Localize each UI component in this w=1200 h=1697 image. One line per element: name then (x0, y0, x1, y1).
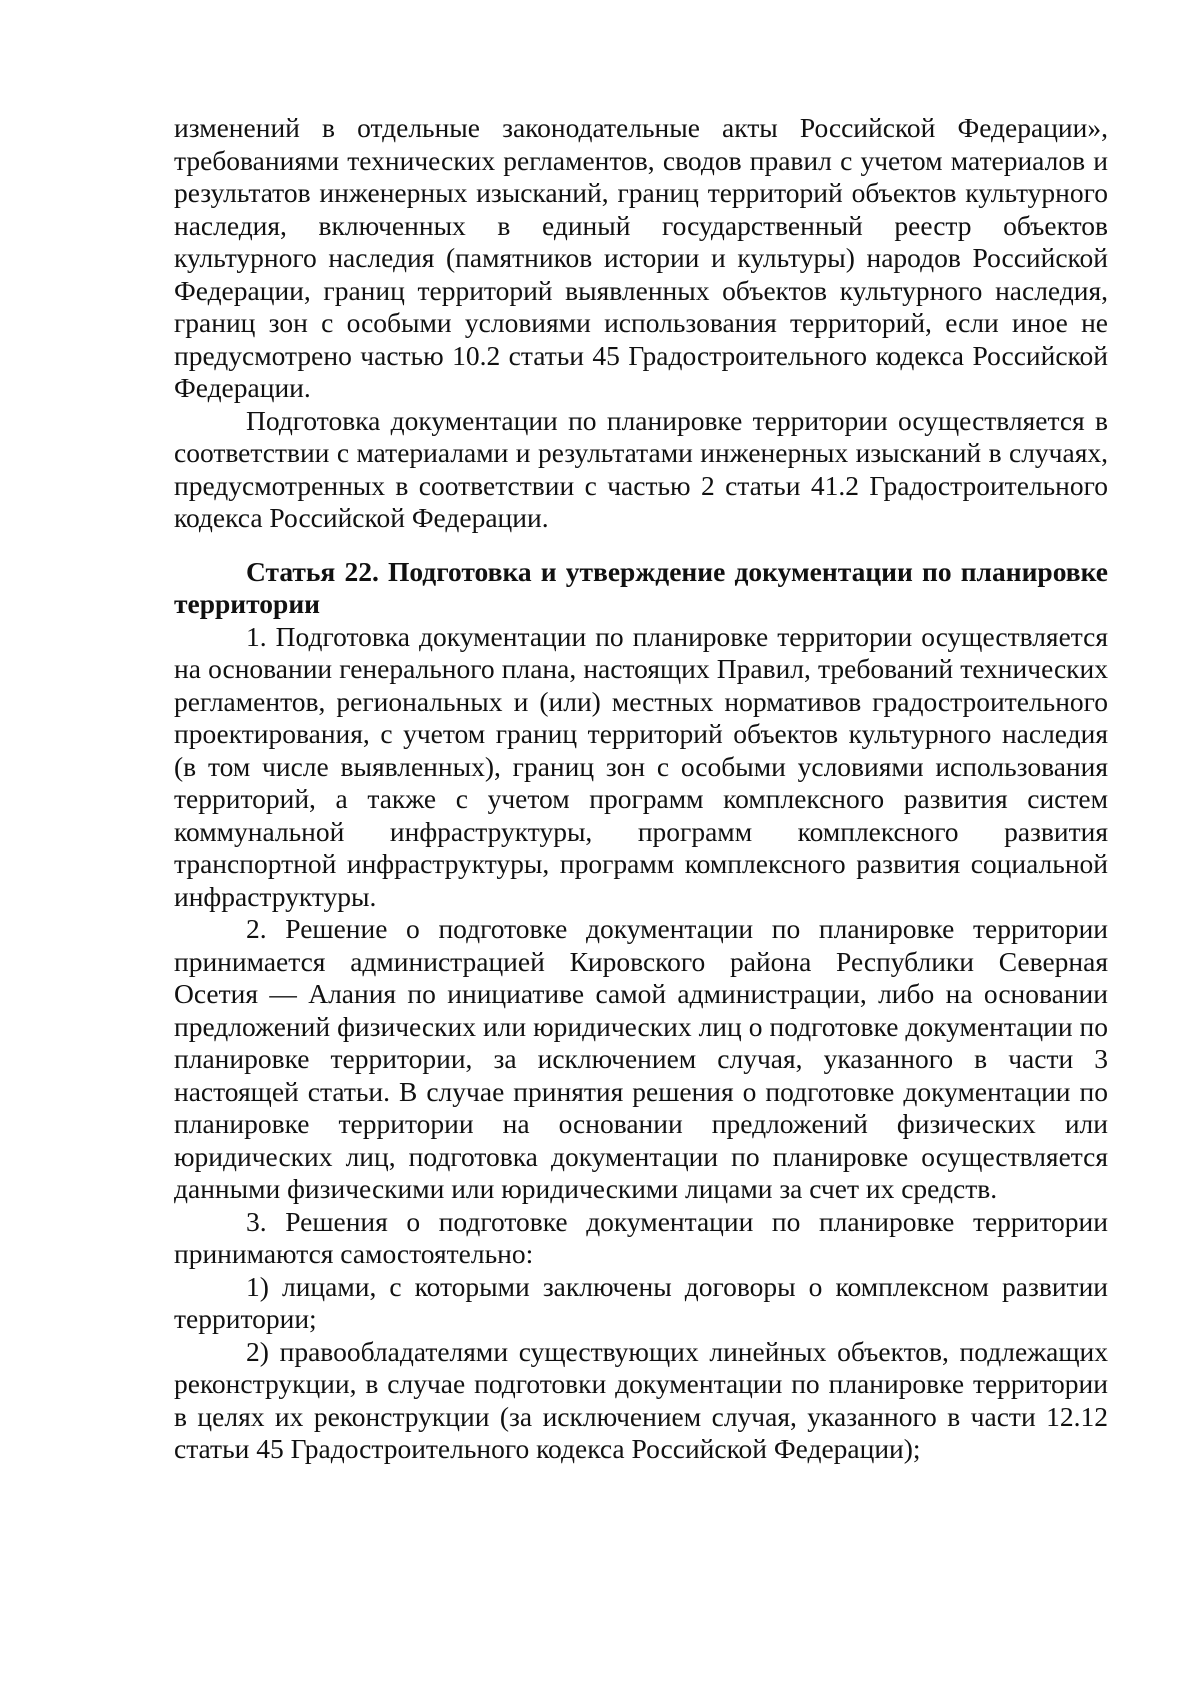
paragraph-engineering-surveys: Подготовка документации по планировке территории осуществляется в соответствии с материалами и результатами инженерных изысканий в случаях, предусмотренных в соответствии с частью 2 статьи 41.2 Градостроительного кодекса Российской Федерации. (174, 404, 1108, 533)
paragraph-continuation: изменений в отдельные законодательные акты Российской Федерации», требованиями технических регламентов, сводов правил с учетом материалов и результатов инженерных изысканий, границ территорий объектов культурного наследия, включенных в единый государственный реестр объектов культурного наследия (памятников истории и культуры) народов Российской Федерации, границ территорий выявленных объектов культурного наследия, границ зон с особыми условиями использования территорий, если иное не предусмотрено частью 10.2 статьи 45 Градостроительного кодекса Российской Федерации. (174, 112, 1108, 403)
paragraph-item-1: 1. Подготовка документации по планировке территории осуществляется на основании генерального плана, настоящих Правил, требований технических регламентов, региональных и (или) местных нормативов градостроительного проектирования, с учетом границ территорий объектов культурного наследия (в том числе выявленных), границ зон с особыми условиями использования территорий, а также с учетом программ комплексного развития систем коммунальной инфраструктуры, программ комплексного развития транспортной инфраструктуры, программ комплексного развития социальной инфраструктуры. (174, 620, 1108, 912)
list-item-2: 2) правообладателями существующих линейных объектов, подлежащих реконструкции, в случае подготовки документации по планировке территории в целях их реконструкции (за исключением случая, указанного в части 12.12 статьи 45 Градостроительного кодекса Российской Федерации); (174, 1335, 1108, 1464)
paragraph-item-2: 2. Решение о подготовке документации по планировке территории принимается администрацией Кировского района Республики Северная Осетия — Алания по инициативе самой администрации, либо на основании предложений физических или юридических лиц о подготовке документации по планировке территории, за исключением случая, указанного в части 3 настоящей статьи. В случае принятия решения о подготовке документации по планировке территории на основании предложений физических или юридических лиц, подготовка документации по планировке осуществляется данными физическими или юридическими лицами за счет их средств. (174, 913, 1108, 1204)
list-item-1: 1) лицами, с которыми заключены договоры о комплексном развитии территории; (174, 1270, 1108, 1334)
document-page (174, 112, 1108, 1466)
article-heading: Статья 22. Подготовка и утверждение документации по планировке территории (174, 555, 1108, 619)
paragraph-item-3: 3. Решения о подготовке документации по планировке территории принимаются самостоятельно: (174, 1205, 1108, 1269)
